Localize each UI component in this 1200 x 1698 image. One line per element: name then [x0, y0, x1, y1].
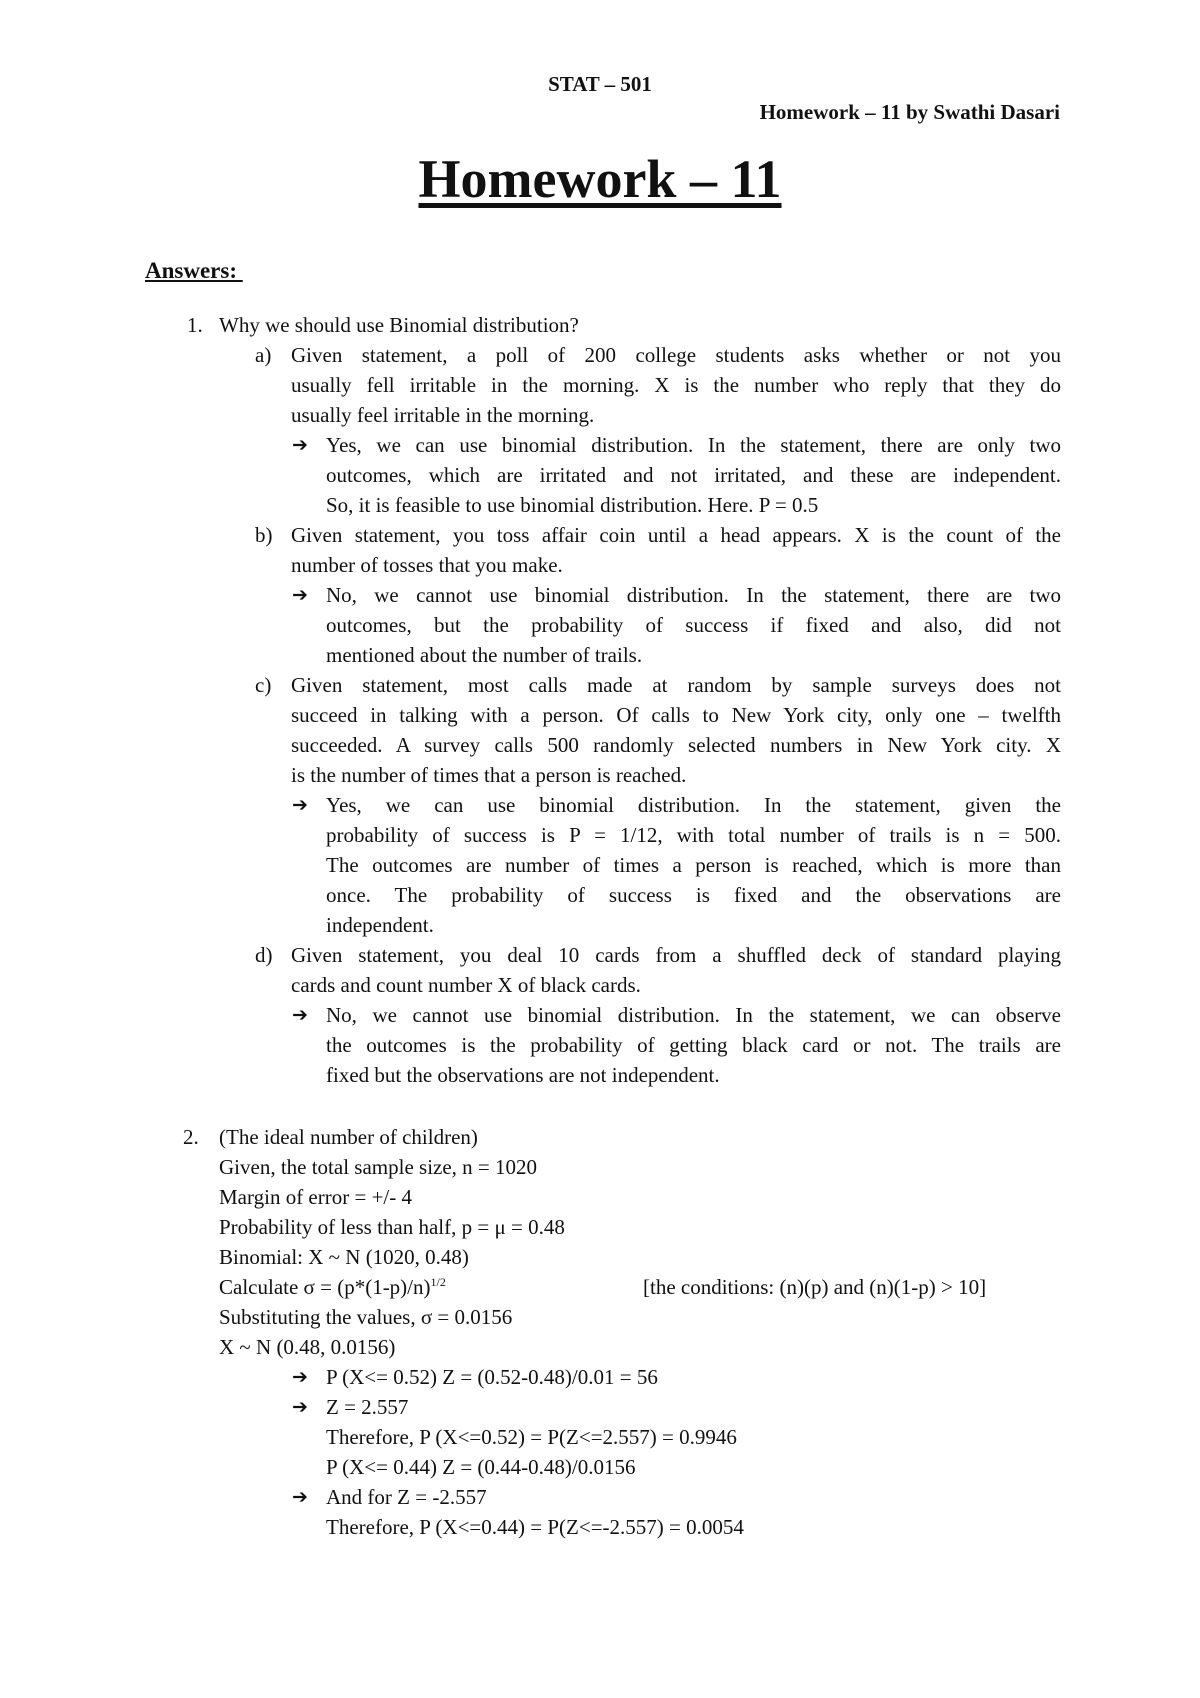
- q1c-answer-line: independent.: [326, 913, 434, 937]
- q2-formula-exponent: 1/2: [430, 1275, 446, 1289]
- q1c-line: succeed in talking with a person. Of calls to New York city, only one – twelfth: [291, 703, 1061, 727]
- q2-line: Given, the total sample size, n = 1020: [219, 1155, 538, 1179]
- q1c-line: Given statement, most calls made at random by sample surveys does not: [291, 673, 1061, 697]
- q2-line: Probability of less than half, p = μ = 0.48: [219, 1215, 565, 1239]
- q2-number: 2.: [183, 1125, 199, 1149]
- q1b-line: number of tosses that you make.: [291, 553, 563, 577]
- arrow-icon: ➔: [292, 434, 308, 456]
- q2-line: Binomial: X ~ N (1020, 0.48): [219, 1245, 469, 1269]
- q1-question: Why we should use Binomial distribution?: [219, 313, 579, 337]
- q1a-line: Given statement, a poll of 200 college students asks whether or not you: [291, 343, 1061, 367]
- q1b-answer-line: mentioned about the number of trails.: [326, 643, 643, 667]
- q1a-line: usually feel irritable in the morning.: [291, 403, 595, 427]
- q1a-label: a): [255, 343, 272, 367]
- q1c-label: c): [255, 673, 272, 697]
- q2-conditions: [the conditions: (n)(p) and (n)(1-p) > 10]: [643, 1275, 987, 1299]
- answers-heading: Answers:: [145, 258, 243, 283]
- q1b-answer-line: outcomes, but the probability of success if fixed and also, did not: [326, 613, 1061, 637]
- q1-number: 1.: [187, 313, 203, 337]
- q1d-answer-line: the outcomes is the probability of getting black card or not. The trails are: [326, 1033, 1061, 1057]
- q1a-answer-line: Yes, we can use binomial distribution. In the statement, there are only two: [326, 433, 1061, 457]
- q1d-line: cards and count number X of black cards.: [291, 973, 641, 997]
- q1d-answer-line: fixed but the observations are not independent.: [326, 1063, 720, 1087]
- q2-line: X ~ N (0.48, 0.0156): [219, 1335, 396, 1359]
- q2-step: Therefore, P (X<=0.44) = P(Z<=-2.557) = 0.0054: [326, 1515, 744, 1539]
- arrow-icon: ➔: [292, 794, 308, 816]
- q2-step: Z = 2.557: [326, 1395, 409, 1419]
- q2-step: Therefore, P (X<=0.52) = P(Z<=2.557) = 0.9946: [326, 1425, 737, 1449]
- q1d-answer-line: No, we cannot use binomial distribution. In the statement, we can observe: [326, 1003, 1061, 1027]
- q1c-answer-line: once. The probability of success is fixed and the observations are: [326, 883, 1061, 907]
- q1b-answer-line: No, we cannot use binomial distribution. In the statement, there are two: [326, 583, 1061, 607]
- course-code: STAT – 501: [548, 72, 652, 96]
- arrow-icon: ➔: [292, 1486, 308, 1508]
- q2-step: And for Z = -2.557: [326, 1485, 487, 1509]
- arrow-icon: ➔: [292, 1396, 308, 1418]
- q1c-line: succeeded. A survey calls 500 randomly selected numbers in New York city. X: [291, 733, 1061, 757]
- page-title: Homework – 11: [418, 149, 782, 209]
- q2-step: P (X<= 0.44) Z = (0.44-0.48)/0.0156: [326, 1455, 636, 1479]
- q1c-answer-line: Yes, we can use binomial distribution. In the statement, given the: [326, 793, 1061, 817]
- q1c-answer-line: The outcomes are number of times a person is reached, which is more than: [326, 853, 1061, 877]
- q1a-answer-line: outcomes, which are irritated and not irritated, and these are independent.: [326, 463, 1061, 487]
- q1d-line: Given statement, you deal 10 cards from a shuffled deck of standard playing: [291, 943, 1061, 967]
- q1b-label: b): [255, 523, 273, 547]
- q2-line: Margin of error = +/- 4: [219, 1185, 412, 1209]
- arrow-icon: ➔: [292, 1004, 308, 1026]
- q2-line: (The ideal number of children): [219, 1125, 478, 1149]
- q1c-answer-line: probability of success is P = 1/12, with total number of trails is n = 500.: [326, 823, 1061, 847]
- q1a-answer-line: So, it is feasible to use binomial distribution. Here. P = 0.5: [326, 493, 819, 517]
- q1b-line: Given statement, you toss affair coin until a head appears. X is the count of the: [291, 523, 1061, 547]
- q2-step: P (X<= 0.52) Z = (0.52-0.48)/0.01 = 56: [326, 1365, 658, 1389]
- arrow-icon: ➔: [292, 584, 308, 606]
- q2-line: Substituting the values, σ = 0.0156: [219, 1305, 513, 1329]
- author-line: Homework – 11 by Swathi Dasari: [759, 100, 1060, 124]
- arrow-icon: ➔: [292, 1366, 308, 1388]
- q1c-line: is the number of times that a person is reached.: [291, 763, 687, 787]
- q1a-line: usually fell irritable in the morning. X is the number who reply that they do: [291, 373, 1061, 397]
- q1d-label: d): [255, 943, 273, 967]
- q2-formula: [219, 1272, 446, 1302]
- q2-formula-main: Calculate σ = (p*(1-p)/n): [219, 1275, 431, 1299]
